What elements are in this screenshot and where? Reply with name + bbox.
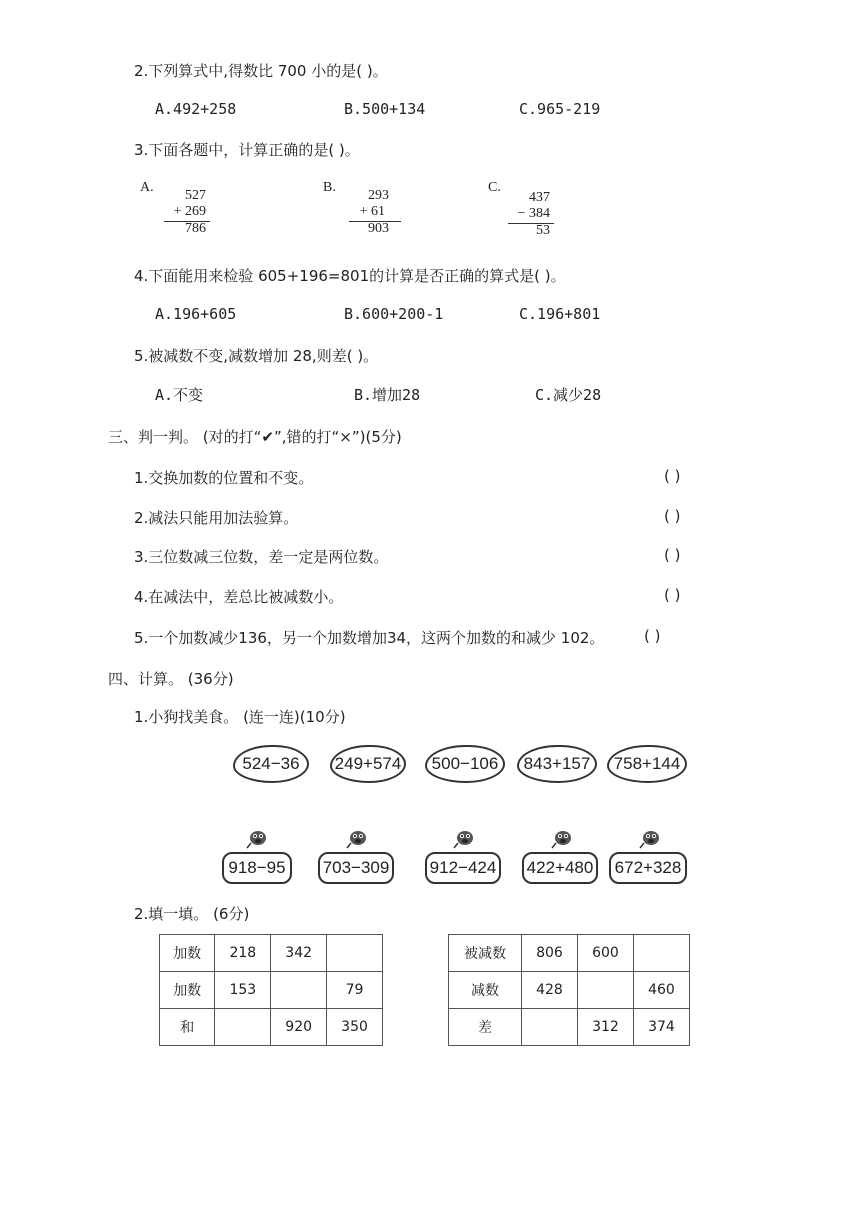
q3-b-result: 903 [368, 221, 389, 236]
judge-item-5: 5.一个加数减少136，另一个加数增加34，这两个加数的和减少 102。 [134, 629, 605, 647]
q2-option-b[interactable]: B.500+134 [344, 100, 426, 118]
q3-c-mid: − 384 [517, 206, 550, 221]
table-cell: 806 [521, 935, 577, 972]
q2-option-a[interactable]: A.492+258 [155, 100, 237, 118]
blank-cell[interactable] [327, 935, 383, 972]
table-row [160, 972, 383, 1009]
q5-option-a[interactable]: A.不变 [155, 386, 204, 404]
table-cell: 920 [271, 1009, 327, 1046]
q3-c-letter: C. [488, 180, 501, 195]
dog-plate-5[interactable]: 672+328 [609, 852, 687, 884]
q5-option-c[interactable]: C.减少28 [535, 386, 602, 404]
judge-answer-4[interactable]: ( ) [664, 586, 681, 604]
q4-text: 4.下面能用来检验 605+196=801的计算是否正确的算式是( )。 [134, 267, 566, 285]
blank-cell[interactable] [633, 935, 689, 972]
q2-text: 2.下列算式中,得数比 700 小的是( )。 [134, 62, 388, 80]
blank-cell[interactable] [521, 1009, 577, 1046]
section4-title: 四、计算。 (36分) [108, 670, 234, 688]
food-blob-5[interactable]: 758+144 [607, 745, 687, 783]
q3-a-top: 527 [185, 188, 206, 203]
judge-item-3: 3.三位数减三位数，差一定是两位数。 [134, 548, 389, 566]
table-cell: 被减数 [449, 935, 522, 972]
q3-c-result: 53 [536, 223, 550, 238]
q5-text: 5.被减数不变,减数增加 28,则差( )。 [134, 347, 379, 365]
q4-option-b[interactable]: B.600+200-1 [344, 305, 444, 323]
dog-icon [638, 828, 662, 850]
table-cell: 差 [449, 1009, 522, 1046]
q2-option-c[interactable]: C.965-219 [519, 100, 601, 118]
blank-cell[interactable] [215, 1009, 271, 1046]
match-question-text: 1.小狗找美食。 (连一连)(10分) [134, 708, 346, 726]
q3-a-result: 786 [185, 221, 206, 236]
q4-option-c[interactable]: C.196+801 [519, 305, 601, 323]
table-cell: 428 [521, 972, 577, 1009]
q3-c-top: 437 [529, 190, 550, 205]
table-row [449, 1009, 690, 1046]
judge-item-4: 4.在减法中，差总比被减数小。 [134, 588, 344, 606]
table-row [449, 935, 690, 972]
dog-plate-4[interactable]: 422+480 [522, 852, 598, 884]
judge-answer-1[interactable]: ( ) [664, 467, 681, 485]
judge-item-1: 1.交换加数的位置和不变。 [134, 469, 314, 487]
table-row [160, 935, 383, 972]
judge-answer-2[interactable]: ( ) [664, 507, 681, 525]
table-cell: 加数 [160, 972, 215, 1009]
table-cell: 312 [577, 1009, 633, 1046]
table-cell: 218 [215, 935, 271, 972]
table-cell: 加数 [160, 935, 215, 972]
table-cell: 和 [160, 1009, 215, 1046]
table-cell: 减数 [449, 972, 522, 1009]
dog-icon [345, 828, 369, 850]
addition-table [159, 934, 383, 1046]
q3-a-mid: + 269 [173, 204, 206, 219]
food-blob-3[interactable]: 500−106 [425, 745, 505, 783]
table-row [449, 972, 690, 1009]
q3-option-a[interactable] [140, 180, 220, 240]
judge-answer-3[interactable]: ( ) [664, 546, 681, 564]
table-cell: 350 [327, 1009, 383, 1046]
dog-icon [550, 828, 574, 850]
judge-item-2: 2.减法只能用加法验算。 [134, 509, 299, 527]
q4-option-a[interactable]: A.196+605 [155, 305, 237, 323]
table-cell: 460 [633, 972, 689, 1009]
table-cell: 342 [271, 935, 327, 972]
dog-plate-2[interactable]: 703−309 [318, 852, 394, 884]
food-blob-2[interactable]: 249+574 [330, 745, 406, 783]
q3-a-letter: A. [140, 180, 154, 195]
q3-b-mid: + 61 [359, 204, 385, 219]
q3-text: 3.下面各题中，计算正确的是( )。 [134, 141, 360, 159]
subtraction-table [448, 934, 690, 1046]
table-cell: 600 [577, 935, 633, 972]
dog-plate-3[interactable]: 912−424 [425, 852, 501, 884]
q5-option-b[interactable]: B.增加28 [354, 386, 421, 404]
q3-option-b[interactable] [323, 180, 413, 240]
dog-plate-1[interactable]: 918−95 [222, 852, 292, 884]
q3-option-c[interactable] [488, 180, 578, 240]
table-cell: 374 [633, 1009, 689, 1046]
table-cell: 79 [327, 972, 383, 1009]
dog-icon [452, 828, 476, 850]
table-row [160, 1009, 383, 1046]
judge-answer-5[interactable]: ( ) [644, 627, 661, 645]
q3-b-top: 293 [368, 188, 389, 203]
fill-question-text: 2.填一填。 (6分) [134, 905, 250, 923]
blank-cell[interactable] [577, 972, 633, 1009]
food-blob-4[interactable]: 843+157 [517, 745, 597, 783]
section3-title: 三、判一判。 (对的打“✔”,错的打“×”)(5分) [108, 428, 402, 446]
blank-cell[interactable] [271, 972, 327, 1009]
dog-icon [245, 828, 269, 850]
table-cell: 153 [215, 972, 271, 1009]
q3-b-letter: B. [323, 180, 336, 195]
food-blob-1[interactable]: 524−36 [233, 745, 309, 783]
